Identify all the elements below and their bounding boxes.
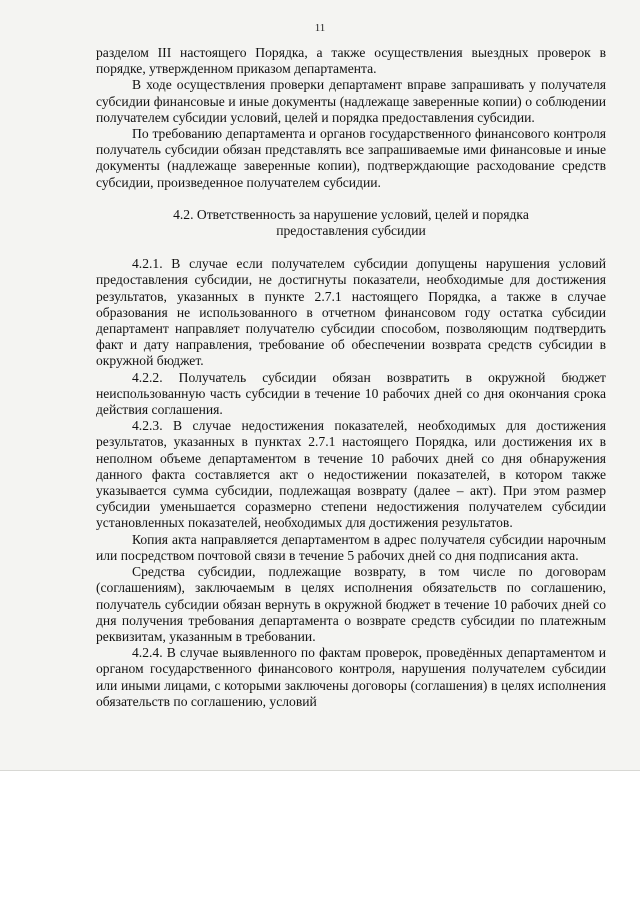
blank-area (0, 771, 640, 905)
section-heading-line-1: 4.2. Ответственность за нарушение условий, целей и порядка (173, 206, 529, 222)
section-heading-line-2: предоставления субсидии (276, 223, 426, 239)
clause-4-2-3-copy-of-act: Копия акта направляется департаментом в адрес получателя субсидии нарочным или посредством почтовой связи в течение 5 рабочих дней со дня подписания акта. (96, 531, 606, 563)
clause-4-2-2: 4.2.2. Получатель субсидии обязан возвратить в окружной бюджет неиспользованную часть субсидии в течение 10 рабочих дней со дня окончания срока действия соглашения. (96, 369, 606, 418)
clause-4-2-1: 4.2.1. В случае если получателем субсидии допущены нарушения условий предоставления субсидии, не достигнуты показатели, необходимые для достижения результатов, указанных в пункте 2.7.1 настоящего Порядка, а также в случае образования не использованного в отчетном финансовом году остатка субсидии департамент направляет получателю субсидии способом, позволяющим подтвердить факт и дату направления, требование об обеспечении возврата средств субсидии в окружной бюджет. (96, 256, 606, 369)
page-number: 11 (314, 22, 326, 34)
clause-4-2-3-return-of-funds: Средства субсидии, подлежащие возврату, в том числе по договорам (соглашениям), заключаемым в целях исполнения обязательств по соглашению, получатель субсидии обязан вернуть в окружной бюджет в течение 10 рабочих дней со дня получения требования департамента о возврате средств субсидии по платежным реквизитам, указанным в требовании. (96, 564, 606, 644)
section-heading (96, 207, 606, 239)
paragraph-inspection-request: В ходе осуществления проверки департамент вправе запрашивать у получателя субсидии финансовые и иные документы (надлежаще заверенные копии) о соблюдении получателем субсидии условий, целей и порядка предоставления субсидии. (96, 77, 606, 125)
clause-4-2-3: 4.2.3. В случае недостижения показателей, необходимых для достижения результатов, указанных в пунктах 2.7.1 настоящего Порядка, или достижения их в неполном объеме департаментом в течение 10 рабочих дней со дня обнаружения данного факта составляется акт о недостижении показателей, в котором также указывается сумма субсидии, подлежащая возврату (далее – акт). При этом размер субсидии уменьшается соразмерно степени недостижения получателем субсидии установленных показателей, необходимых для достижения результатов. (96, 418, 606, 531)
paragraph-continuation: разделом III настоящего Порядка, а также осуществления выездных проверок в порядке, утвержденном приказом департамента. (96, 45, 606, 77)
clause-4-2-4: 4.2.4. В случае выявленного по фактам проверок, проведённых департаментом и органом государственного финансового контроля, нарушения получателем субсидии или иными лицами, с которыми заключены договоры (соглашения) в целях исполнения обязательств по соглашению, условий (96, 645, 606, 709)
paragraph-control-requirements: По требованию департамента и органов государственного финансового контроля получатель субсидии обязан представлять все запрашиваемые ими финансовые и иные документы (надлежаще заверенные копии), подтверждающие расходование средств субсидии, произведенное получателем субсидии. (96, 126, 606, 190)
document-body (96, 45, 606, 710)
